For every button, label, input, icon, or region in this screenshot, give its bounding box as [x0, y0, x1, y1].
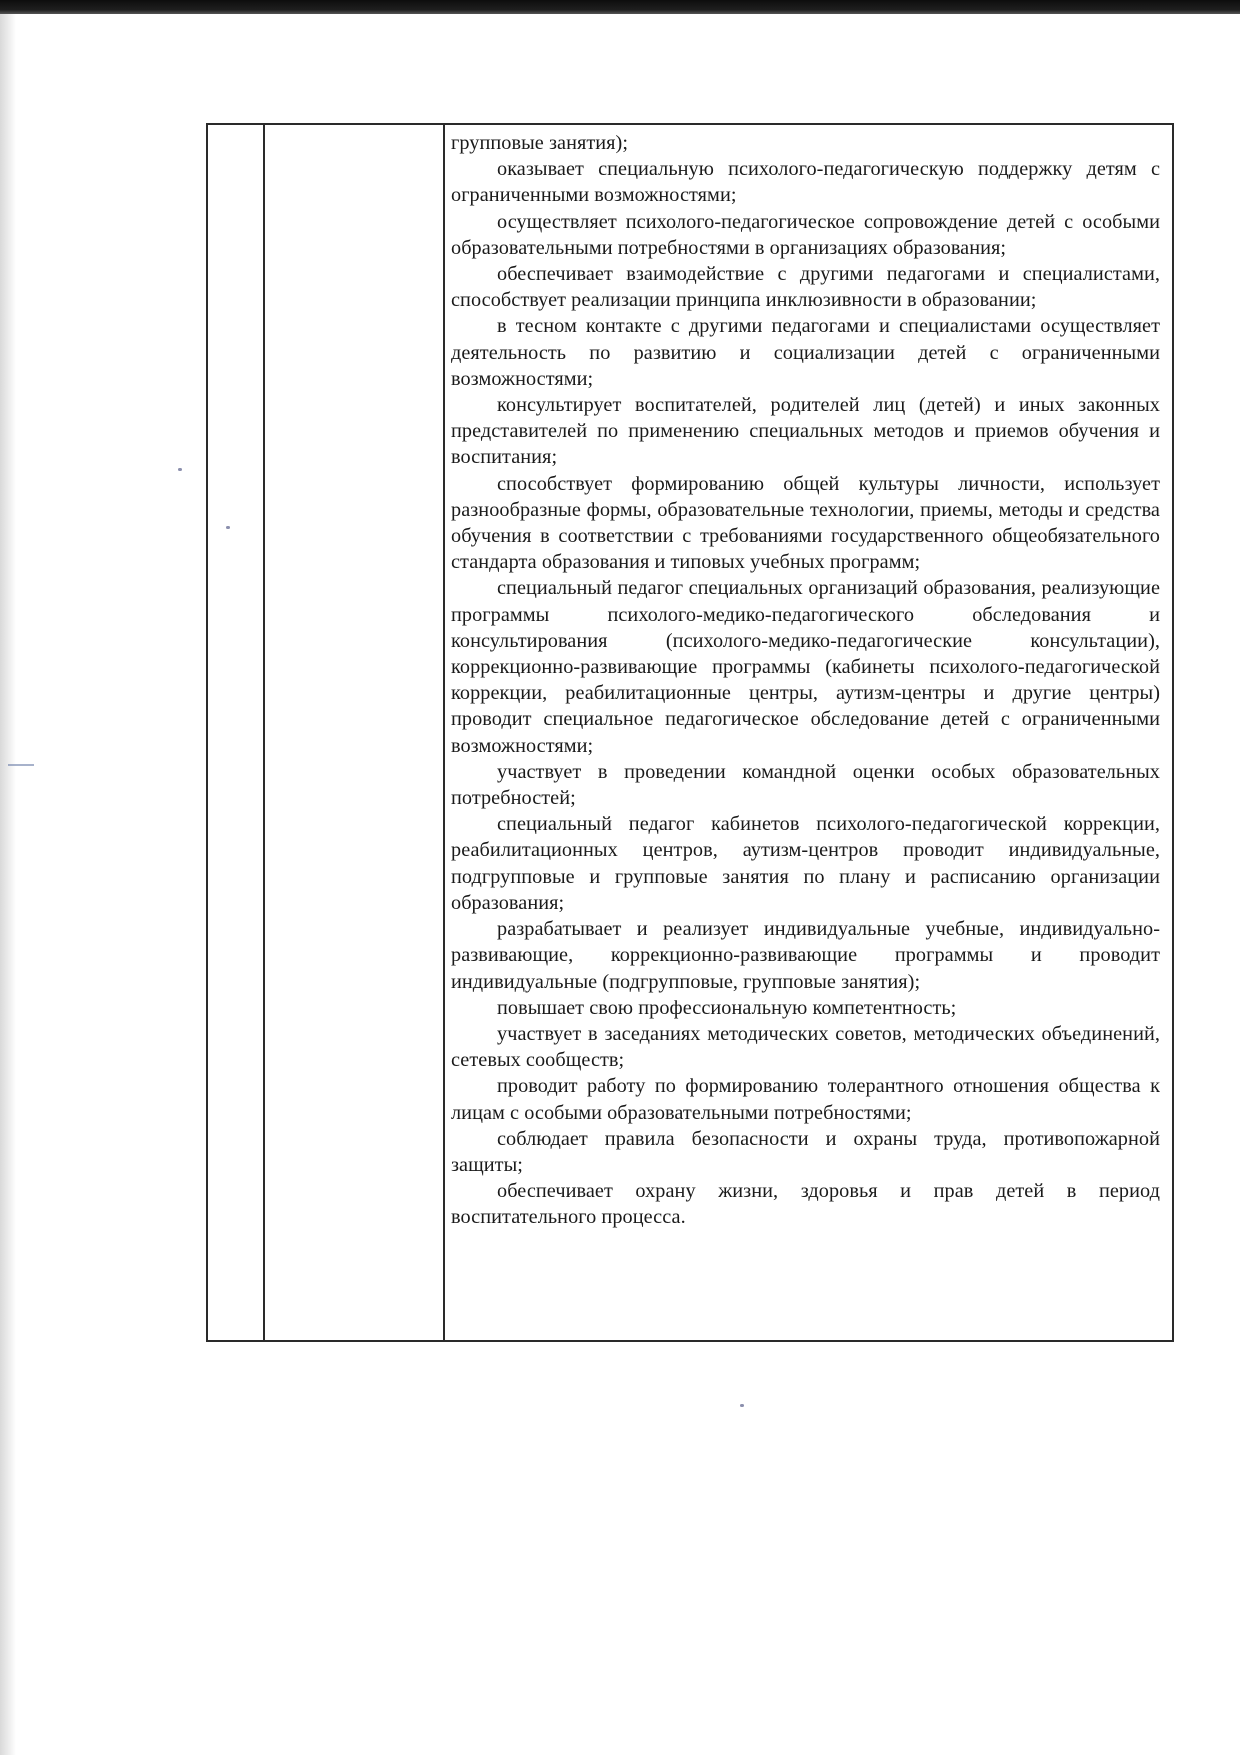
duty-paragraph: повышает свою профессиональную компетентность; [497, 996, 957, 1019]
scan-speck [226, 526, 230, 529]
duty-paragraph: осуществляет психолого-педагогическое сопровождение детей с особыми образовательными потребностями в организациях образования; [451, 210, 1160, 259]
duty-paragraph: специальный педагог кабинетов психолого-педагогической коррекции, реабилитационных центров, аутизм-центров проводит индивидуальные, подгрупповые и групповые занятия по плану и расписанию организации образования; [451, 813, 1160, 914]
duty-paragraph: соблюдает правила безопасности и охраны труда, противопожарной защиты; [451, 1127, 1160, 1176]
duty-paragraph: участвует в заседаниях методических советов, методических объединений, сетевых сообществ; [451, 1022, 1160, 1072]
duty-paragraph: обеспечивает охрану жизни, здоровья и прав детей в период воспитательного процесса. [451, 1180, 1160, 1229]
duty-paragraph: специальный педагог специальных организаций образования, реализующие программы психолого-медико-педагогического обследования и консультирования (психолого-медико-педагогические консультации), коррекционно-развивающие программы (кабинеты психолого-педагогической коррекции, реабилитационные центры, аутизм-центры и другие центры) проводит специальное педагогическое обследование детей с ограниченными возможностями; [451, 577, 1160, 757]
scan-top-edge [0, 0, 1240, 14]
duty-paragraph: проводит работу по формированию толерантного отношения общества к лицам с особыми образовательными потребностями; [451, 1075, 1160, 1124]
scan-speck [740, 1404, 744, 1407]
duty-paragraph: групповые занятия); [451, 132, 629, 154]
duty-paragraph: консультирует воспитателей, родителей лиц (детей) и иных законных представителей по применению специальных методов и приемов обучения и воспитания; [451, 394, 1160, 469]
duties-column [445, 125, 1172, 1340]
scan-left-shadow [0, 14, 16, 1755]
duty-paragraph: способствует формированию общей культуры личности, использует разнообразные формы, образовательные технологии, приемы, методы и средства обучения в соответствии с требованиями государственного общеобязательного стандарта образования и типовых учебных программ; [451, 472, 1160, 574]
scan-speck [178, 468, 182, 471]
duty-paragraph: обеспечивает взаимодействие с другими педагогами и специалистами, способствует реализации принципа инклюзивности в образовании; [451, 263, 1160, 312]
duty-paragraph: оказывает специальную психолого-педагогическую поддержку детям с ограниченными возможностями; [451, 158, 1160, 207]
duty-paragraph: разрабатывает и реализует индивидуальные учебные, индивидуально-развивающие, коррекционно-развивающие программы и проводит индивидуальные (подгрупповые, групповые занятия); [451, 918, 1160, 993]
number-column [208, 125, 265, 1340]
duty-paragraph: участвует в проведении командной оценки особых образовательных потребностей; [451, 760, 1160, 810]
duty-paragraph: в тесном контакте с другими педагогами и специалистами осуществляет деятельность по развитию и социализации детей с ограниченными возможностями; [451, 315, 1160, 390]
duties-table [206, 123, 1174, 1342]
position-column [265, 125, 445, 1340]
margin-pen-mark [8, 764, 34, 766]
